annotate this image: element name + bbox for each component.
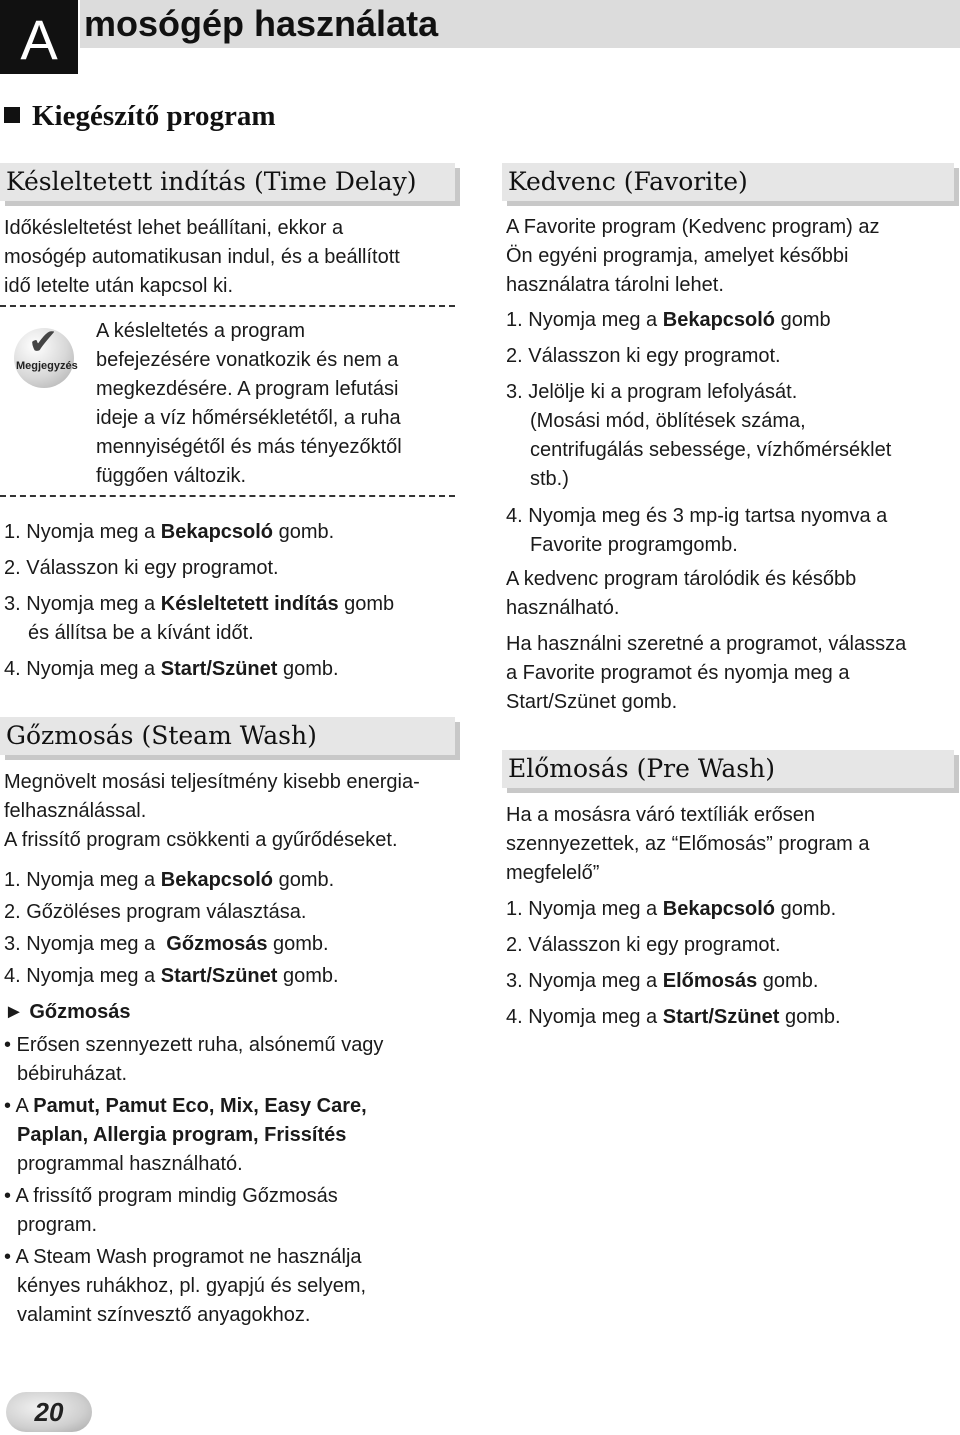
square-bullet-icon xyxy=(4,107,20,123)
list-item: 2. Válasszon ki egy programot. xyxy=(506,934,781,956)
list-item: 2. Válasszon ki egy programot. xyxy=(506,345,781,367)
page-number-badge xyxy=(6,1392,92,1432)
list-item: 1. Nyomja meg a Bekapcsoló gomb. xyxy=(506,898,837,920)
favorite-steps xyxy=(506,306,891,560)
note-divider-top xyxy=(0,305,455,307)
list-item: 4. Nyomja meg a Start/Szünet gomb. xyxy=(506,1006,841,1028)
list-item: • Erősen szennyezett ruha, alsónemű vagy bébiruházat. xyxy=(4,1034,384,1085)
list-item: • A Steam Wash programot ne használja kényes ruhákhoz, pl. gyapjú és selyem, valamint színvesztő anyagokhoz. xyxy=(4,1246,367,1326)
list-item: 3. Jelölje ki a program lefolyását. xyxy=(506,381,798,403)
list-item: 4. Nyomja meg a Start/Szünet gomb. xyxy=(4,965,339,987)
steam-steps xyxy=(4,866,339,1030)
list-item: 2. Gőzöléses program választása. xyxy=(4,901,307,923)
list-item-continuation: centrifugálás sebessége, vízhőmérséklet xyxy=(530,439,892,461)
list-item: 2. Válasszon ki egy programot. xyxy=(4,557,279,579)
favorite-para-2: Ha használni szeretné a programot, válassza a Favorite programot és nyomja meg a Start/Szünet gomb. xyxy=(506,633,907,713)
list-item-continuation: (Mosási mód, öblítések száma, xyxy=(530,410,806,432)
steam-intro: Megnövelt mosási teljesítmény kisebb energia- felhasználással. A frissítő program csökkenti a gyűrődéseket. xyxy=(4,771,420,851)
section-title: Kiegészítő program xyxy=(4,98,275,134)
list-item: 4. Nyomja meg a Start/Szünet gomb. xyxy=(4,658,339,680)
note-text: A késleltetés a program befejezésére vonatkozik és nem a megkezdésére. A program lefutási ideje a víz hőmérsékletétől, a ruha mennyiségétől és más tényezőktől függően változik. xyxy=(96,320,402,487)
list-item-continuation: Favorite programgomb. xyxy=(530,534,738,556)
favorite-heading: Kedvenc (Favorite) xyxy=(502,163,954,201)
time-delay-steps xyxy=(4,518,394,684)
note-divider-bottom xyxy=(0,495,455,497)
list-item: 3. Nyomja meg a Késleltetett indítás gomb xyxy=(4,593,395,615)
favorite-para-1: A kedvenc program tárolódik és később használható. xyxy=(506,568,857,619)
list-item: 1. Nyomja meg a Bekapcsoló gomb. xyxy=(4,869,335,891)
list-item: 3. Nyomja meg a Előmosás gomb. xyxy=(506,970,819,992)
time-delay-heading: Késleltetett indítás (Time Delay) xyxy=(0,163,455,201)
header-letter: A xyxy=(0,0,78,74)
list-item: • A Pamut, Pamut Eco, Mix, Easy Care, Paplan, Allergia program, Frissítés programmal használható. xyxy=(4,1095,367,1175)
list-item: • A frissítő program mindig Gőzmosás program. xyxy=(4,1185,338,1236)
steam-bullets xyxy=(4,1031,383,1330)
prewash-intro: Ha a mosásra váró textíliák erősen szennyezettek, az “Előmosás” program a megfelelő” xyxy=(506,804,870,884)
prewash-heading: Előmosás (Pre Wash) xyxy=(502,750,954,788)
favorite-intro: A Favorite program (Kedvenc program) az Ön egyéni programja, amelyet későbbi használatra tárolni lehet. xyxy=(506,216,880,296)
list-item-continuation: stb.) xyxy=(530,468,569,490)
prewash-steps xyxy=(506,895,841,1032)
time-delay-intro: Időkésleltetést lehet beállítani, ekkor a mosógép automatikusan indul, és a beállított idő letelte után kapcsol ki. xyxy=(4,217,400,297)
list-item: 4. Nyomja meg és 3 mp-ig tartsa nyomva a xyxy=(506,505,888,527)
list-item-continuation: és állítsa be a kívánt időt. xyxy=(28,622,254,644)
page-number: 20 xyxy=(34,1397,64,1427)
steam-sub-label: ► Gőzmosás xyxy=(4,1001,131,1023)
checkmark-icon: ✔ xyxy=(28,321,59,362)
list-item: 1. Nyomja meg a Bekapcsoló gomb. xyxy=(4,521,335,543)
steam-heading: Gőzmosás (Steam Wash) xyxy=(0,717,455,755)
list-item: 1. Nyomja meg a Bekapcsoló gomb xyxy=(506,309,831,331)
note-label: Megjegyzés xyxy=(16,360,78,372)
page-title: mosógép használata xyxy=(84,3,439,44)
list-item: 3. Nyomja meg a Gőzmosás gomb. xyxy=(4,933,329,955)
